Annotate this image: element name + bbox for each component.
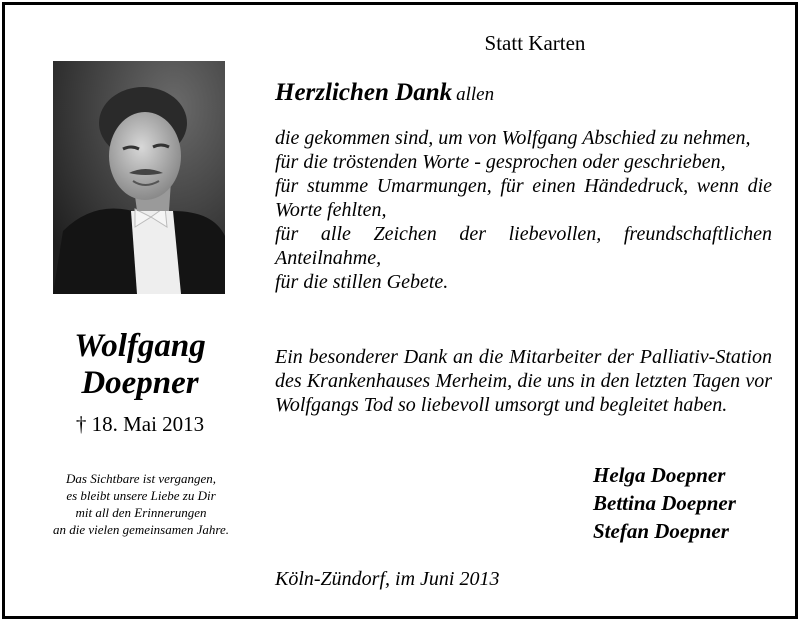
- deceased-first-name: Wolfgang: [74, 328, 206, 364]
- death-date: † 18. Mai 2013: [75, 412, 205, 436]
- special-thanks-paragraph: Ein besonderer Dank an die Mitarbeiter der Palliativ-Station des Krankenhauses Merheim, die uns in den letzten Tagen vor Wolfgangs Tod so liebevoll umsorgt und begleitet haben.: [275, 346, 772, 416]
- memorial-poem: [14, 470, 268, 538]
- thanks-line: für stumme Umarmungen, für einen Händedruck, wenn die Worte fehlten,: [275, 175, 772, 221]
- poem-line: an die vielen gemeinsamen Jahre.: [52, 522, 230, 537]
- poem-line: es bleibt unsere Liebe zu Dir: [66, 488, 216, 503]
- place-and-date: Köln-Zündorf, im Juni 2013: [275, 568, 500, 590]
- signature-name: Helga Doepner: [593, 463, 726, 487]
- thanks-line: für die stillen Gebete.: [275, 271, 449, 293]
- portrait-photo: [53, 61, 225, 294]
- thanks-line: für die tröstenden Worte - gesprochen oder geschrieben,: [275, 151, 726, 173]
- headline-main: Herzlichen Dank: [275, 79, 453, 106]
- thanks-line: die gekommen sind, um von Wolfgang Abschied zu nehmen,: [275, 127, 751, 149]
- header-title: Statt Karten: [484, 31, 586, 55]
- headline-suffix: allen: [456, 84, 495, 105]
- deceased-last-name: Doepner: [81, 365, 199, 401]
- signature-name: Stefan Doepner: [593, 519, 729, 543]
- poem-line: Das Sichtbare ist vergangen,: [66, 471, 216, 486]
- thanks-headline: [275, 79, 494, 107]
- thanks-line: für alle Zeichen der liebevollen, freundschaftlichen Anteilnahme,: [275, 223, 772, 269]
- signatures: [593, 461, 736, 545]
- poem-line: mit all den Erinnerungen: [75, 505, 207, 520]
- signature-name: Bettina Doepner: [593, 491, 736, 515]
- portrait-image: [53, 61, 225, 294]
- thanks-list: [275, 126, 772, 294]
